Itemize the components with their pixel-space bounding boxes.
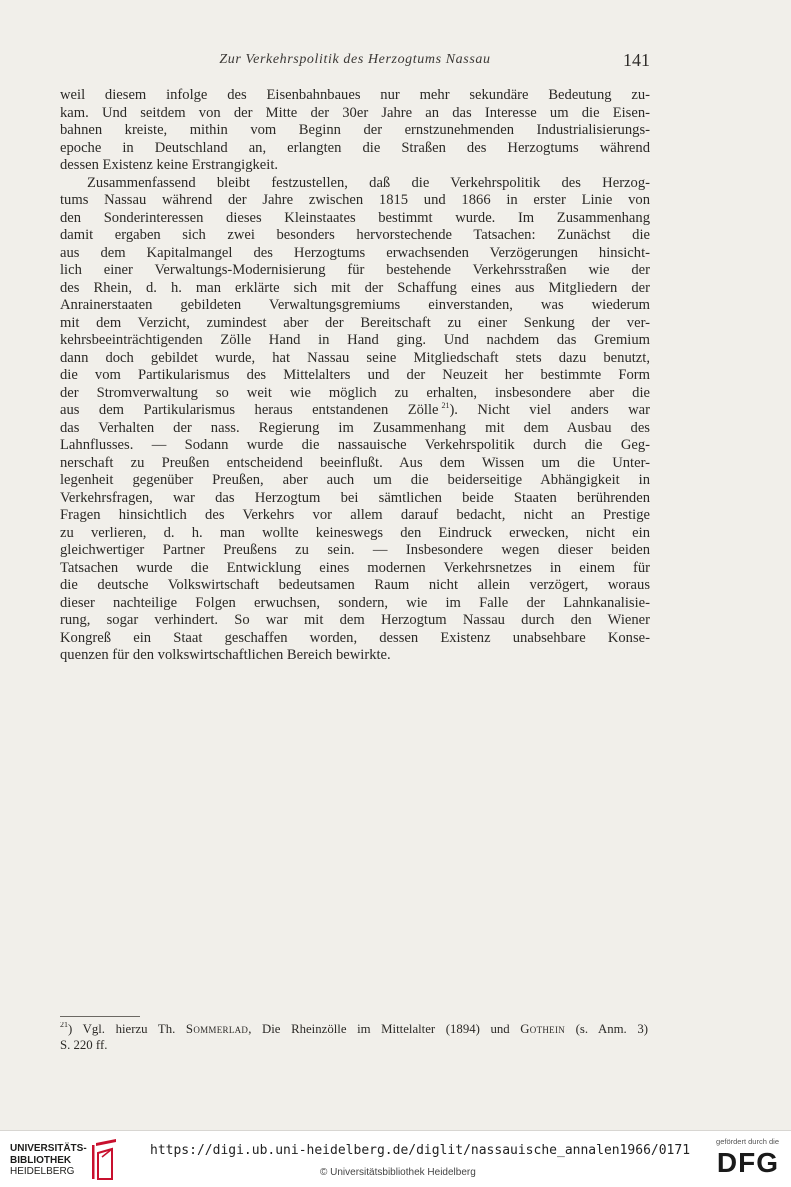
text-line: dessen Existenz keine Erstrangigkeit. (60, 157, 279, 173)
text-line: quenzen für den volkswirtschaftlichen Bereich bewirkte. (60, 647, 391, 663)
text-line: tums Nassau während der Jahre zwischen 1815 und 1866 in erster Linie von (60, 192, 650, 208)
library-name-line: HEIDELBERG (10, 1166, 75, 1177)
body-text (60, 87, 650, 665)
library-emblem-icon (90, 1139, 120, 1181)
text-line: bahnen kreiste, mithin vom Beginn der ernstzunehmenden Industrialisierungs- (60, 122, 650, 138)
text-line: dann doch gebildet wurde, hat Nassau seine Mitgliedschaft stets dazu benutzt, (60, 349, 650, 366)
text-line: des Rhein, d. h. man erklärte sich mit der Schaffung eines aus Mitgliedern der (60, 279, 650, 296)
page-number: 141 (623, 50, 650, 70)
text-line: zu verlieren, d. h. man wollte keineswegs den Eindruck erwecken, nicht ein (60, 524, 650, 541)
funder-logo[interactable] (699, 1137, 779, 1181)
text-line: Verkehrsfragen, war das Herzogtum bei sämtlichen beide Staaten berührenden (60, 489, 650, 506)
text-line: Anrainerstaaten gebildeten Verwaltungsgremiums einverstanden, was wiederum (60, 297, 650, 313)
text-line: Fragen hinsichtlich des Verkehrs vor allem darauf bedacht, nicht an Prestige (60, 507, 650, 523)
text-line-with-footnote-ref (60, 402, 650, 420)
text-line: dieser nachteilige Folgen erwuchsen, sondern, wie im Falle der Lahnkanalisie- (60, 594, 650, 611)
viewer-footer (0, 1130, 791, 1187)
text-segment: ). Nicht viel anders war (449, 402, 650, 418)
footnote-author: Gothein (520, 1022, 566, 1036)
footnote-text: , Die Rheinzölle im Mittelalter (1894) und (248, 1022, 521, 1036)
footnote-ref: 21 (441, 402, 450, 410)
funding-caption: gefördert durch die (716, 1137, 779, 1146)
text-line: aus dem Kapitalmangel des Herzogtums erwachsenden Verzögerungen hinsicht- (60, 244, 650, 261)
text-line: gleichwertiger Partner Preußens zu sein. — Insbesondere wegen dieser beiden (60, 542, 650, 558)
text-line: rung, sogar verhindert. So war mit dem Herzogtum Nassau durch den Wiener (60, 612, 650, 628)
text-line: nerschaft zu Preußen entscheidend beeinflußt. Aus dem Wissen um die Unter- (60, 454, 650, 471)
text-line: weil diesem infolge des Eisenbahnbaues nur mehr sekundäre Bedeutung zu- (60, 87, 650, 103)
footnote-line (60, 1022, 648, 1038)
document-url-link[interactable]: https://digi.ub.uni-heidelberg.de/diglit/nassauische_annalen1966/0171 (150, 1143, 691, 1158)
text-line: Kongreß ein Staat geschaffen worden, dessen Existenz unabsehbare Konse- (60, 629, 650, 646)
library-name-line: BIBLIOTHEK (10, 1154, 72, 1166)
text-line: legenheit gegenüber Preußen, aber auch um die beiderseitige Abhängigkeit in (60, 472, 650, 488)
text-line: der Stromverwaltung so weit wie möglich zu erhalten, insbesondere aber die (60, 384, 650, 401)
running-title: Zur Verkehrspolitik des Herzogtums Nassau (219, 52, 491, 67)
footnote-divider (60, 1016, 140, 1017)
library-name (10, 1143, 87, 1178)
library-name-line: UNIVERSITÄTS- (10, 1143, 87, 1154)
paragraph-2 (60, 175, 650, 665)
footnote (60, 1022, 648, 1053)
text-line: kehrsbeeinträchtigenden Zölle Hand in Hand ging. Und nachdem das Gremium (60, 332, 650, 348)
text-line: die deutsche Volkswirtschaft bedeutsamen Raum nicht allein verzögert, woraus (60, 577, 650, 593)
text-segment: aus dem Partikularismus heraus entstandenen Zölle (60, 402, 439, 418)
library-logo[interactable] (10, 1139, 145, 1181)
text-line: damit ergaben sich zwei besonders hervorstechende Tatsachen: Zunächst die (60, 227, 650, 243)
text-line: das Verhalten der nass. Regierung im Zusammenhang mit dem Ausbau des (60, 419, 650, 436)
footnote-line: S. 220 ff. (60, 1037, 108, 1052)
footnote-text: ) Vgl. hierzu Th. (68, 1022, 186, 1036)
footnote-author: Sommerlad (185, 1022, 249, 1036)
text-line: epoche in Deutschland an, erlangten die Straßen des Herzogtums während (60, 139, 650, 156)
text-line: die vom Partikularismus des Mittelalters und der Neuzeit her bestimmte Form (60, 367, 650, 383)
text-line: kam. Und seitdem von der Mitte der 30er Jahre an das Interesse um die Eisen- (60, 104, 650, 121)
dfg-logo-text: DFG (716, 1147, 779, 1178)
paragraph-1 (60, 87, 650, 175)
text-line: den Sonderinteressen dieses Kleinstaates bestimmt wurde. Im Zusammenhang (60, 209, 650, 226)
copyright-notice: © Universitätsbibliothek Heidelberg (320, 1167, 476, 1178)
footnote-text: (s. Anm. 3) (565, 1022, 648, 1036)
running-head (60, 50, 650, 74)
text-line: Zusammenfassend bleibt festzustellen, daß die Verkehrspolitik des Herzog- (87, 174, 650, 191)
text-line: Lahnflusses. — Sodann wurde die nassauische Verkehrspolitik durch die Geg- (60, 437, 650, 453)
text-line: lich einer Verwaltungs-Modernisierung für bestehende Verkehrsstraßen wie der (60, 262, 650, 278)
footnote-number: 21 (60, 1022, 68, 1029)
text-line: Tatsachen wurde die Entwicklung eines modernen Verkehrsnetzes in einem für (60, 559, 650, 576)
text-line: mit dem Verzicht, zumindest aber der Bereitschaft zu einer Senkung der ver- (60, 314, 650, 331)
